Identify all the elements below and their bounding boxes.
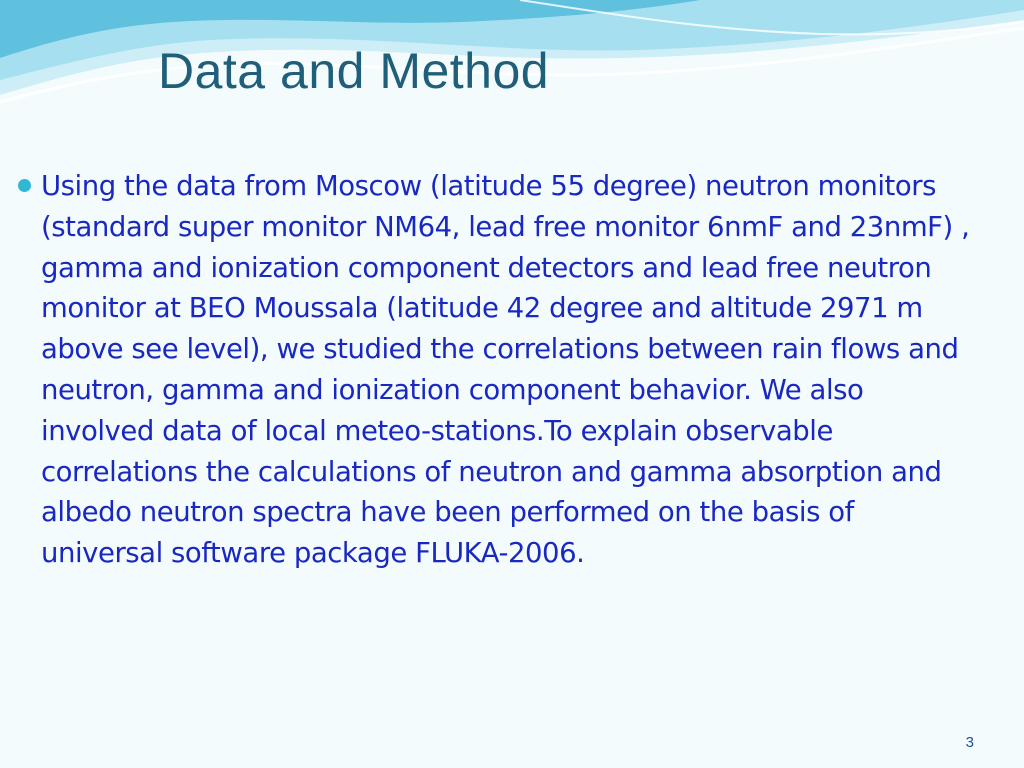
bullet-list (18, 166, 978, 574)
slide-title: Data and Method (158, 43, 550, 99)
slide-number: 3 (965, 734, 974, 751)
bullet-text: Using the data from Moscow (latitude 55 degree) neutron monitors (standard super monitor NM64, lead free monitor 6nmF and 23nmF) , gamma and ionization component detectors and lead free neutron monitor at BEO Moussala (latitude 42 degree and altitude 2971 m above see level), we studied the correlations between rain flows and neutron, gamma and ionization component behavior. We also involved data of local meteo-stations.To explain observable correlations the calculations of neutron and gamma absorption and albedo neutron spectra have been performed on the basis of universal software package FLUKA-2006. (41, 170, 970, 570)
list-item (18, 166, 978, 574)
bullet-icon (18, 179, 31, 192)
